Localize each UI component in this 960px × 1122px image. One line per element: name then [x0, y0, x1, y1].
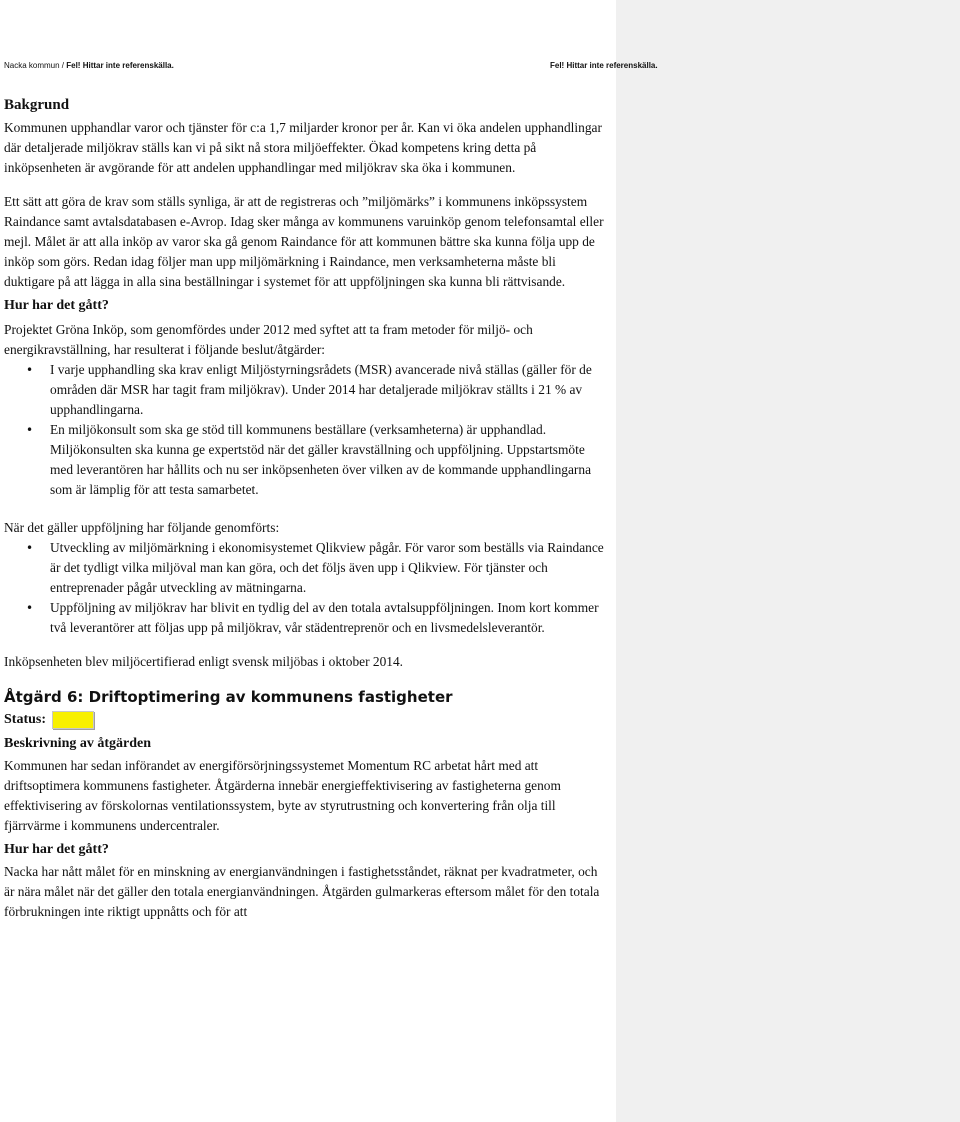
bullet-icon: • [26, 541, 34, 555]
header-ref-left: Fel! Hittar inte referenskälla. [66, 61, 174, 70]
heading-beskrivning: Beskrivning av åtgärden [4, 736, 152, 751]
document-body [4, 96, 608, 922]
heading-atgard-6: Åtgärd 6: Driftoptimering av kommunens fastigheter [4, 688, 453, 706]
bullet-icon: • [26, 363, 34, 377]
paragraph-certifiering: Inköpsenheten blev miljöcertifierad enligt svensk miljöbas i oktober 2014. [4, 654, 404, 669]
paragraph-beskrivning: Kommunen har sedan införandet av energiförsörjningssystemet Momentum RC arbetat hårt med att driftsoptimera kommunens fastigheter. Åtgärderna innebär energieffektivisering av fastigheterna genom effektivisering av förskolornas ventilationssystem, byte av styrutrustning och konvertering från olja till fjärrvärme i kommunens undercentraler. [4, 758, 561, 833]
list-item: • Utveckling av miljömärkning i ekonomisystemet Qlikview pågår. För varor som beställs via Raindance är det tydligt vilka miljöval man kan göra, och det följs även upp i Qlikview. För tjänster och entreprenader pågår utveckling av mätningarna. [26, 540, 604, 595]
status-indicator-yellow [52, 711, 94, 729]
paragraph-projekt-intro: Projektet Gröna Inköp, som genomfördes under 2012 med syftet att ta fram metoder för miljö- och energikravställning, har resulterat i följande beslut/åtgärder: [4, 322, 533, 357]
list-item: • En miljökonsult som ska ge stöd till kommunens beställare (verksamheterna) är upphandlad. Miljökonsulten ska kunna ge expertstöd när det gäller kravställning och uppföljning. Uppstartsmöte med leverantören har hållits och nu ser inköpsenheten över vilken av de kommande upphandlingarna som är lämplig för att testa samarbetet. [26, 422, 592, 497]
heading-hur-har-det-gatt: Hur har det gått? [4, 298, 109, 313]
paragraph-bakgrund-1: Kommunen upphandlar varor och tjänster för c:a 1,7 miljarder kronor per år. Kan vi öka andelen upphandlingar där detaljerade miljökrav ställs kan vi på sikt nå stora miljöeffekter. Ökad kompetens kring detta på inköpsenheten är avgörande för att andelen upphandlingar med miljökrav ska öka i kommunen. [4, 120, 602, 175]
bullet-icon: • [26, 423, 34, 437]
decision-list [4, 360, 608, 500]
list-item: • I varje upphandling ska krav enligt Miljöstyrningsrådets (MSR) avancerade nivå ställas (gäller för de områden där MSR har tagit fram miljökrav). Under 2014 har detaljerade miljökrav ställts i 21 % av upphandlingarna. [26, 362, 592, 417]
followup-list [4, 538, 608, 638]
header-org: Nacka kommun / [4, 61, 67, 70]
paragraph-bakgrund-2: Ett sätt att göra de krav som ställs synliga, är att de registreras och ”miljömärks” i kommunens inköpssystem Raindance samt avtalsdatabasen e-Avrop. Idag sker många av kommunens varuinköp genom telefonsamtal eller mejl. Målet är att alla inköp av varor ska gå genom Raindance för att kommunen bättre ska kunna följa upp de inköp som görs. Redan idag följer man upp miljömärkning i Raindance, men verksamheterna måste bli duktigare på att lägga in alla sina beställningar i systemet för att uppföljningen ska kunna bli rättvisande. [4, 194, 604, 289]
page-header-left [4, 61, 174, 70]
status-row [4, 708, 608, 732]
heading-hur-har-det-gatt-2: Hur har det gått? [4, 842, 109, 857]
paragraph-uppfoljning-intro: När det gäller uppföljning har följande genomförts: [4, 520, 280, 535]
page-header-right: Fel! Hittar inte referenskälla. [550, 61, 658, 70]
status-label: Status: [4, 712, 47, 727]
list-item: • Uppföljning av miljökrav har blivit en tydlig del av den totala avtalsuppföljningen. Inom kort kommer två leverantörer att följas upp på miljökrav, vår städentreprenör och en livsmedelsleverantör. [26, 600, 599, 635]
paragraph-resultat: Nacka har nått målet för en minskning av energianvändningen i fastighetsståndet, räknat per kvadratmeter, och är nära målet när det gäller den totala energianvändningen. Åtgärden gulmarkeras eftersom målet för den totala förbrukningen inte riktigt uppnåtts och för att [4, 864, 600, 919]
comment-margin [616, 0, 960, 1122]
bullet-icon: • [26, 601, 34, 615]
heading-bakgrund: Bakgrund [4, 97, 70, 113]
